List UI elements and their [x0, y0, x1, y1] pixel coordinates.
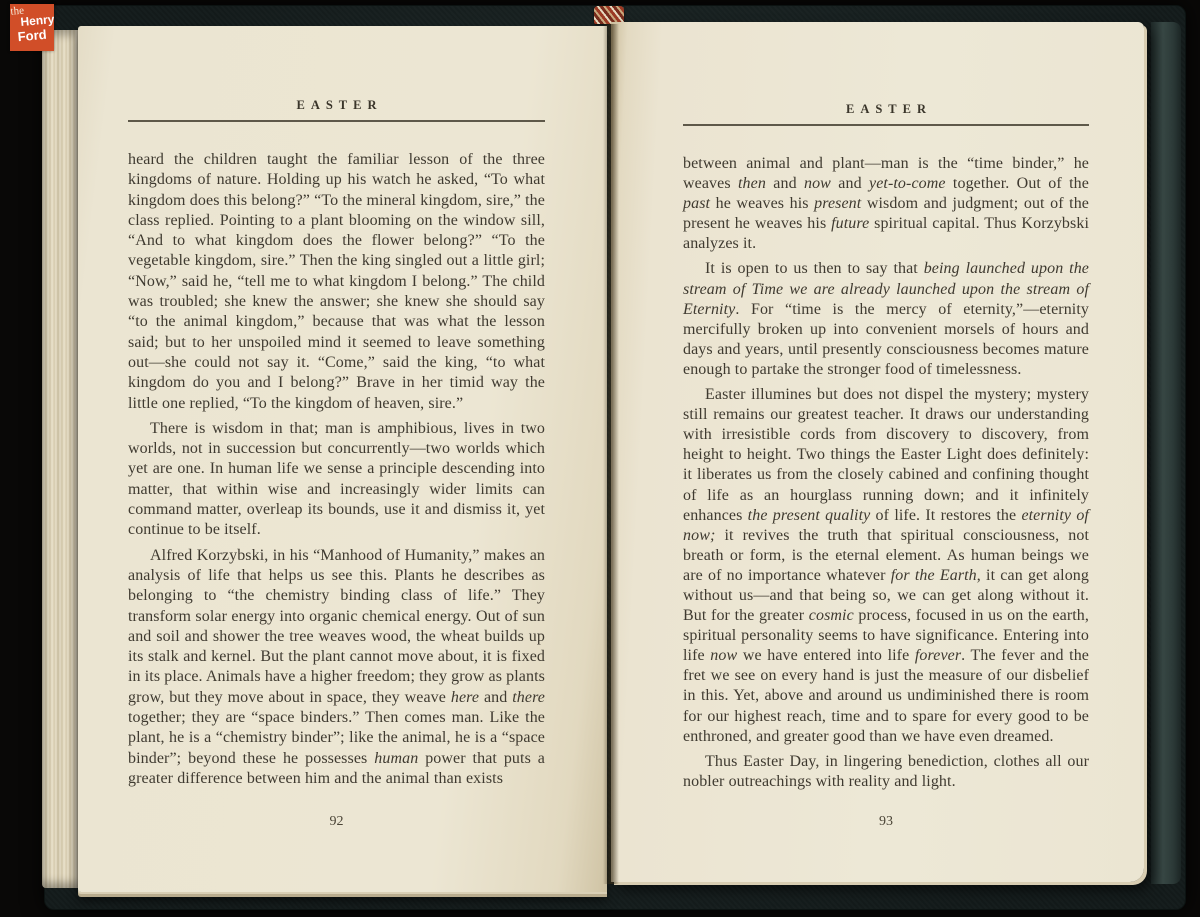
page-body-left — [128, 150, 545, 789]
right-page — [611, 22, 1144, 882]
paragraph: Alfred Korzybski, in his “Manhood of Humanity,” makes an analysis of life that helps us see this. Plants he describes as belonging to “the chemistry binding class of life.” They transform solar energy into organic chemical energy. Out of sun and soil and shower the tree weaves wood, the wheat builds up its stalk and kernel. But the plant cannot move about, it is fixed in its place. Animals have a higher freedom; they grow as plants grow, but they move about in space, they weave here and there together; they are “space binders.” Then comes man. Like the plant, he is a “chemistry binder”; like the animal, he is a “space binder”; beyond these he possesses human power that puts a greater difference between him and the animal than exists — [128, 546, 545, 787]
running-head-title: EASTER — [296, 98, 383, 112]
paragraph: There is wisdom in that; man is amphibious, lives in two worlds, not in succession but concurrently—two worlds which yet are one. In human life we sense a principle descending into matter, that within wise and increasingly wider limits can command matter, overleap its bounds, use it and dismiss it, yet continue to be itself. — [128, 419, 545, 539]
paragraph: heard the children taught the familiar lesson of the three kingdoms of nature. Holding up his watch he asked, “To what kingdom does this belong?” “To the mineral kingdom, sire,” the class replied. Pointing to a plant blooming on the window sill, “And to what kingdom does the flower belong?” “To the vegetable kingdom, sire.” Then the king singled out a little girl; “Now,” said he, “tell me to what kingdom I belong.” The child was troubled; she knew the answer; she knew she should say “to the animal kingdom,” because that was what the lesson said; but to her unspoiled mind it seemed to leave something out—she could not say it. “Come,” said the king, “to what kingdom do you and I belong?” Brave in her timid way the little one replied, “To the kingdom of heaven, sire.” — [128, 151, 545, 412]
page-number-left: 92 — [329, 814, 344, 829]
logo-ford-text: Ford — [17, 26, 48, 45]
running-head-left — [128, 96, 545, 122]
paragraph: between animal and plant—man is the “time binder,” he weaves then and now and yet-to-come together. Out of the past he weaves his present wisdom and judgment; out of the present he weaves his future spiritual capital. Thus Korzybski analyzes it. — [683, 155, 1089, 253]
book-cover-edge — [1151, 22, 1181, 884]
paragraph: It is open to us then to say that being launched upon the stream of Time we are already launched upon the stream of Eternity. For “time is the mercy of eternity,”—eternity mercifully broken up into convenient morsels of hours and days and years, until presently consciousness becomes mature enough to partake the stronger food of timelessness. — [683, 260, 1089, 378]
running-head-title: EASTER — [845, 102, 933, 116]
running-head-right — [683, 100, 1089, 126]
logo-henry-text: Henry — [19, 12, 55, 29]
paragraph: Easter illumines but does not dispel the mystery; mystery still remains our greatest teacher. It draws our understanding with irresistible cords from discovery to discovery, from height to height. Two things the Easter Light does definitely: it liberates us from the closely cabined and confining thought of life as an hourglass running down; and it infinitely enhances the present quality of life. It restores the eternity of now; it revives the truth that spiritual consciousness, not breath or form, is the eternal element. As human beings we are of no importance whatever for the Earth, it can get along without us—and that being so, we can get along without it. But for the greater cosmic process, focused in us on the earth, spiritual personality seems to have significance. Entering into life now we have entered into life forever. The fever and the fret we see on every hand is just the measure of our disbelief in this. Yet, above and around us undiminished there is room for our highest reach, time and to spare for every good to be enthroned, and greater good than we have even dreamed. — [683, 386, 1089, 745]
logo-the-text: the — [10, 4, 25, 18]
page-number-right: 93 — [879, 814, 893, 829]
page-body-right — [683, 154, 1089, 792]
henry-ford-logo-text — [8, 2, 56, 53]
henry-ford-logo — [10, 4, 54, 51]
left-page — [78, 26, 607, 892]
page-fore-edge-stack — [42, 30, 78, 888]
header-rule — [128, 120, 545, 122]
header-rule — [683, 124, 1089, 126]
paragraph: Thus Easter Day, in lingering benediction, clothes all our nobler outreachings with reality and light. — [683, 752, 1089, 790]
